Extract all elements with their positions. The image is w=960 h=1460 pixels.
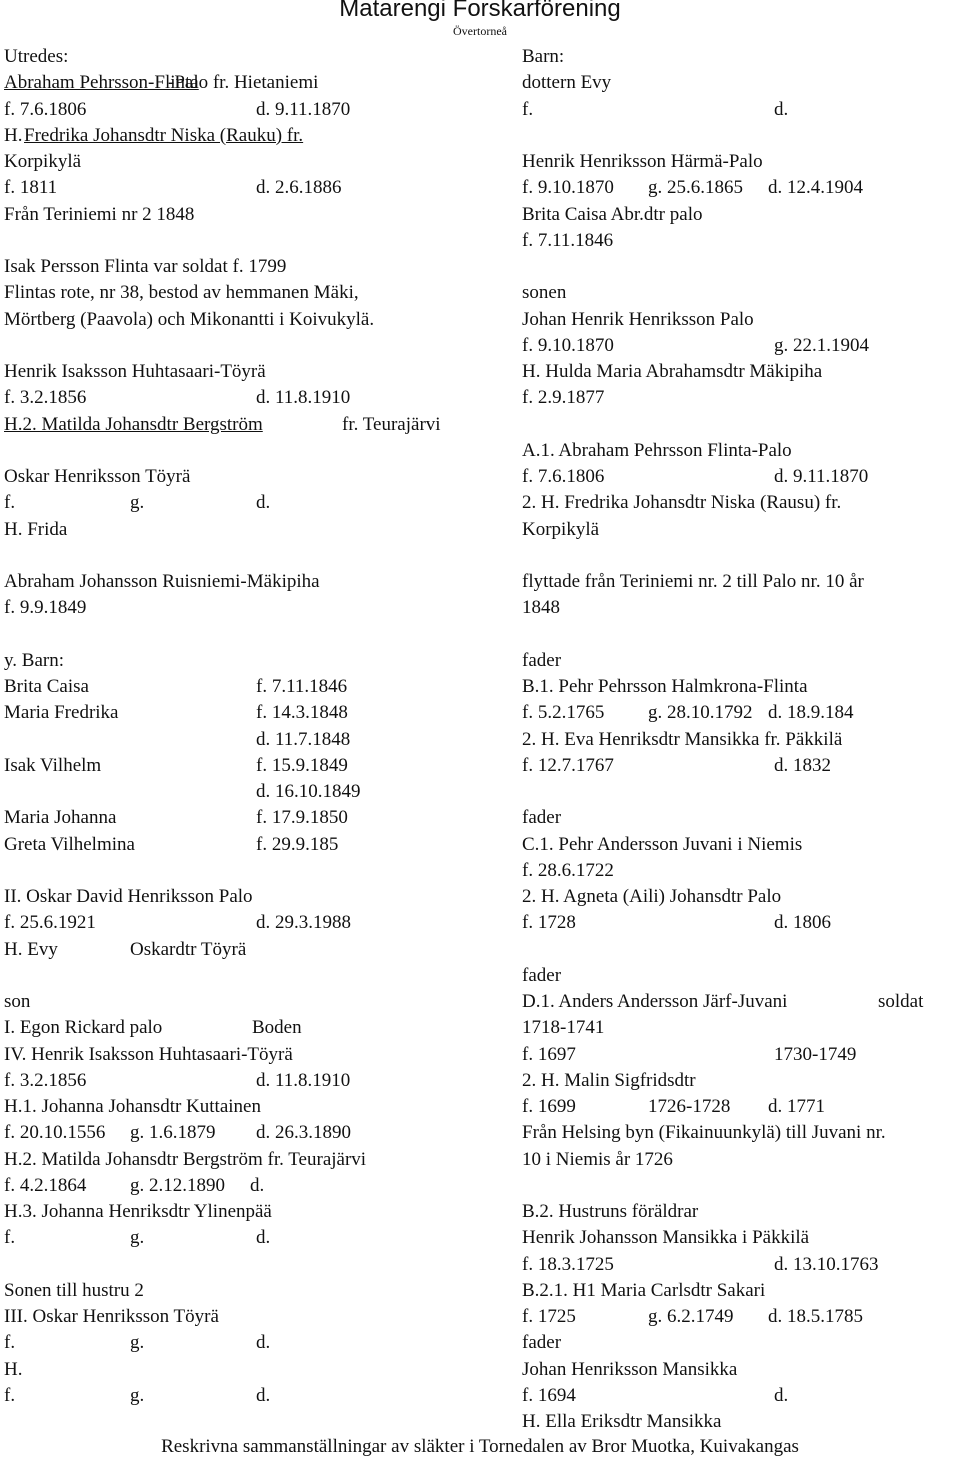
right-line xyxy=(522,44,958,70)
text-segment: d. xyxy=(250,1174,265,1196)
text-segment: fader xyxy=(522,649,562,671)
left-line xyxy=(4,97,504,123)
text-segment: H. Ella Eriksdtr Mansikka xyxy=(522,1411,722,1432)
text-segment: d. 1771 xyxy=(768,1096,825,1117)
text-segment: Barn: xyxy=(522,46,565,67)
text-segment: Från Teriniemi nr 2 1848 xyxy=(4,203,195,225)
text-segment: f. 9.9.1849 xyxy=(4,597,87,619)
left-line xyxy=(4,464,504,490)
text-segment: f. 5.2.1765 xyxy=(522,702,605,724)
text-segment: H.2. Matilda Johansdtr Bergström fr. Teurajärvi xyxy=(4,1148,367,1170)
left-line xyxy=(4,595,504,621)
text-segment: IV. Henrik Isaksson Huhtasaari-Töyrä xyxy=(4,1043,293,1065)
left-line xyxy=(4,517,504,543)
text-segment: C.1. Pehr Andersson Juvani i Niemis xyxy=(522,833,803,855)
text-segment: d. 11.8.1910 xyxy=(256,387,351,409)
right-line xyxy=(522,307,958,333)
text-segment: f. 9.10.1870 xyxy=(522,177,614,199)
text-segment: g. 6.2.1749 xyxy=(648,1306,734,1327)
text-segment: f. xyxy=(4,1384,16,1406)
left-line xyxy=(4,753,504,779)
text-segment: d. 12.4.1904 xyxy=(768,177,863,199)
text-segment: II. Oskar David Henriksson Palo xyxy=(4,886,253,907)
left-line xyxy=(4,1173,504,1199)
text-segment: Maria Johanna xyxy=(4,807,117,829)
left-line xyxy=(4,1199,504,1225)
text-segment: Boden xyxy=(252,1017,302,1039)
text-segment: f. 2.9.1877 xyxy=(522,387,605,409)
right-line xyxy=(522,517,958,543)
right-line xyxy=(522,832,958,858)
right-line xyxy=(522,1068,958,1094)
text-segment: B.1. Pehr Pehrsson Halmkrona-Flinta xyxy=(522,676,808,697)
text-segment: d. 11.7.1848 xyxy=(256,728,351,750)
left-line xyxy=(4,1225,504,1251)
left-line xyxy=(4,490,504,516)
right-line xyxy=(522,280,958,306)
text-segment: f. 15.9.1849 xyxy=(256,754,348,776)
text-segment: f. 1811 xyxy=(4,177,58,199)
text-segment: -Palo fr. Hietaniemi xyxy=(168,72,319,94)
text-segment: g. xyxy=(130,1384,145,1406)
text-segment: III. Oskar Henriksson Töyrä xyxy=(4,1306,219,1327)
text-segment: g. 25.6.1865 xyxy=(648,177,743,199)
right-line xyxy=(522,1042,958,1068)
text-segment: f. 1728 xyxy=(522,912,576,934)
right-line xyxy=(522,569,958,595)
text-segment: Isak Vilhelm xyxy=(4,754,102,776)
left-line xyxy=(4,1383,504,1409)
right-line xyxy=(522,175,958,201)
right-line xyxy=(522,254,958,280)
left-line xyxy=(4,805,504,831)
text-segment: Henrik Johansson Mansikka i Päkkilä xyxy=(522,1227,810,1249)
text-segment: d. 9.11.1870 xyxy=(774,466,869,487)
text-segment: g. 28.10.1792 xyxy=(648,702,753,724)
text-segment: f. 7.6.1806 xyxy=(522,466,605,487)
right-line xyxy=(522,1252,958,1278)
left-line xyxy=(4,1068,504,1094)
left-line xyxy=(4,1252,504,1278)
left-line xyxy=(4,1042,504,1068)
text-segment: Flintas rote, nr 38, bestod av hemmanen Mäki, xyxy=(4,282,359,304)
text-segment: Abraham Johansson Ruisniemi-Mäkipiha xyxy=(4,571,320,592)
text-segment: d. xyxy=(256,1332,271,1354)
text-segment: H. Hulda Maria Abrahamsdtr Mäkipiha xyxy=(522,361,823,382)
right-line xyxy=(522,1409,958,1435)
page-footer: Reskrivna sammanställningar av släkter i Tornedalen av Bror Muotka, Kuivakangas xyxy=(161,1436,799,1457)
left-line xyxy=(4,44,504,70)
text-segment: H. Evy xyxy=(4,938,58,960)
text-segment: f. xyxy=(4,492,16,514)
right-line xyxy=(522,753,958,779)
text-segment: g. xyxy=(130,492,145,514)
text-segment: 1726-1728 xyxy=(648,1096,731,1117)
left-line xyxy=(4,1357,504,1383)
text-segment: f. 3.2.1856 xyxy=(4,387,87,409)
text-segment: 2. H. Fredrika Johansdtr Niska (Rausu) fr. xyxy=(522,492,842,514)
right-line xyxy=(522,385,958,411)
right-line xyxy=(522,1094,958,1120)
text-segment: f. 1725 xyxy=(522,1306,576,1327)
text-segment: f. 14.3.1848 xyxy=(256,702,348,724)
text-segment: f. 17.9.1850 xyxy=(256,807,348,829)
text-segment: H.1. Johanna Johansdtr Kuttainen xyxy=(4,1096,261,1117)
text-segment: f. xyxy=(4,1227,16,1249)
text-segment: f. 4.2.1864 xyxy=(4,1174,87,1196)
left-line xyxy=(4,937,504,963)
text-segment: H. Frida xyxy=(4,518,68,540)
left-line xyxy=(4,884,504,910)
text-segment: g. 2.12.1890 xyxy=(130,1174,225,1196)
text-segment: H. xyxy=(4,124,23,146)
text-segment: Utredes: xyxy=(4,46,69,67)
left-line xyxy=(4,1304,504,1330)
text-segment: Johan Henrik Henriksson Palo xyxy=(522,308,754,330)
right-line xyxy=(522,1383,958,1409)
right-line xyxy=(522,97,958,123)
text-segment: g. xyxy=(130,1227,145,1249)
left-line xyxy=(4,700,504,726)
right-line xyxy=(522,1120,958,1146)
page-title: Matarengi Forskarförening xyxy=(339,0,621,22)
text-segment: d. 16.10.1849 xyxy=(256,781,361,802)
text-segment: f. xyxy=(4,1332,16,1354)
text-segment: 2. H. Agneta (Aili) Johansdtr Palo xyxy=(522,886,782,907)
left-line xyxy=(4,569,504,595)
text-segment: 1718-1741 xyxy=(522,1017,605,1039)
text-segment: d. 29.3.1988 xyxy=(256,912,351,934)
right-line xyxy=(522,963,958,989)
text-segment: f. 25.6.1921 xyxy=(4,912,96,934)
text-segment: d. 18.9.184 xyxy=(768,702,854,724)
right-line xyxy=(522,1147,958,1173)
right-line xyxy=(522,490,958,516)
right-line xyxy=(522,333,958,359)
text-segment: Från Helsing byn (Fikainuunkylä) till Juvani nr. xyxy=(522,1122,886,1144)
text-segment: Henrik Henriksson Härmä-Palo xyxy=(522,151,763,172)
left-line xyxy=(4,1147,504,1173)
right-line xyxy=(522,1304,958,1330)
left-line xyxy=(4,254,504,280)
text-segment: Greta Vilhelmina xyxy=(4,833,135,855)
text-segment: d. xyxy=(774,1384,789,1406)
text-segment: d. 26.3.1890 xyxy=(256,1122,351,1144)
text-segment: f. 18.3.1725 xyxy=(522,1253,614,1275)
text-segment: d. 13.10.1763 xyxy=(774,1253,879,1275)
left-line xyxy=(4,175,504,201)
left-line xyxy=(4,674,504,700)
right-line xyxy=(522,805,958,831)
text-segment: sonen xyxy=(522,282,567,304)
right-line xyxy=(522,228,958,254)
text-segment: fr. Teurajärvi xyxy=(342,413,441,435)
right-line xyxy=(522,989,958,1015)
text-segment: B.2. Hustruns föräldrar xyxy=(522,1201,699,1222)
text-segment: f. 7.11.1846 xyxy=(522,229,614,251)
left-line xyxy=(4,832,504,858)
text-segment: H.2. Matilda Johansdtr Bergström xyxy=(4,413,263,435)
text-segment: 1730-1749 xyxy=(774,1043,857,1065)
text-segment: g. 1.6.1879 xyxy=(130,1122,216,1144)
right-line xyxy=(522,70,958,96)
text-segment: d. 11.8.1910 xyxy=(256,1069,351,1091)
text-segment: d. 1806 xyxy=(774,912,831,934)
text-segment: Maria Fredrika xyxy=(4,702,119,724)
text-segment: Fredrika Johansdtr Niska (Rauku) fr. xyxy=(24,124,304,146)
text-segment: d. 2.6.1886 xyxy=(256,177,342,199)
text-segment: f. 28.6.1722 xyxy=(522,859,614,881)
right-line xyxy=(522,910,958,936)
left-line xyxy=(4,989,504,1015)
text-segment: f. 7.11.1846 xyxy=(256,676,348,697)
text-segment: son xyxy=(4,991,31,1012)
left-line xyxy=(4,1120,504,1146)
text-segment: 2. H. Malin Sigfridsdtr xyxy=(522,1069,696,1091)
right-line xyxy=(522,727,958,753)
text-segment: f. 20.10.1556 xyxy=(4,1122,106,1144)
text-segment: f. 1694 xyxy=(522,1384,576,1406)
text-segment: Oskardtr Töyrä xyxy=(130,938,247,960)
left-line xyxy=(4,438,504,464)
left-line xyxy=(4,228,504,254)
text-segment: H.3. Johanna Henriksdtr Ylinenpää xyxy=(4,1201,272,1222)
text-segment: H. xyxy=(4,1358,23,1380)
text-segment: d. 1832 xyxy=(774,754,831,776)
text-segment: g. 22.1.1904 xyxy=(774,334,869,356)
text-segment: 2. H. Eva Henriksdtr Mansikka fr. Päkkilä xyxy=(522,728,843,750)
right-column xyxy=(522,44,958,1435)
right-line xyxy=(522,1330,958,1356)
right-line xyxy=(522,858,958,884)
right-line xyxy=(522,1357,958,1383)
text-segment: Abraham Pehrsson-Flinta xyxy=(4,72,199,94)
left-line xyxy=(4,910,504,936)
text-segment: fader xyxy=(522,1332,562,1354)
text-segment: Mörtberg (Paavola) och Mikonantti i Koivukylä. xyxy=(4,308,375,330)
text-segment: f. 29.9.185 xyxy=(256,833,339,855)
left-line xyxy=(4,333,504,359)
text-segment: d. xyxy=(774,98,789,120)
left-line xyxy=(4,858,504,884)
right-line xyxy=(522,202,958,228)
left-line xyxy=(4,385,504,411)
text-segment: Brita Caisa Abr.dtr palo xyxy=(522,203,703,225)
right-line xyxy=(522,884,958,910)
text-segment: Korpikylä xyxy=(4,151,82,172)
left-line xyxy=(4,648,504,674)
text-segment: Brita Caisa xyxy=(4,676,89,697)
text-segment: d. xyxy=(256,492,271,514)
right-line xyxy=(522,648,958,674)
text-segment: fader xyxy=(522,807,562,829)
right-line xyxy=(522,595,958,621)
text-segment: d. xyxy=(256,1227,271,1249)
left-line xyxy=(4,70,504,96)
left-column xyxy=(4,44,504,1409)
text-segment: f. 12.7.1767 xyxy=(522,754,614,776)
text-segment: f. 1697 xyxy=(522,1043,576,1065)
text-segment: f. 3.2.1856 xyxy=(4,1069,87,1091)
left-line xyxy=(4,359,504,385)
left-line xyxy=(4,149,504,175)
text-segment: Korpikylä xyxy=(522,518,600,540)
right-line xyxy=(522,674,958,700)
left-line xyxy=(4,727,504,753)
text-segment: flyttade från Teriniemi nr. 2 till Palo nr. 10 år xyxy=(522,571,864,592)
text-segment: Henrik Isaksson Huhtasaari-Töyrä xyxy=(4,361,266,382)
text-segment: dottern Evy xyxy=(522,72,612,94)
left-line xyxy=(4,1015,504,1041)
text-segment: Johan Henriksson Mansikka xyxy=(522,1358,738,1380)
right-line xyxy=(522,779,958,805)
left-line xyxy=(4,963,504,989)
text-segment: fader xyxy=(522,964,562,986)
left-line xyxy=(4,779,504,805)
text-segment: g. xyxy=(130,1332,145,1354)
text-segment: y. Barn: xyxy=(4,649,64,671)
right-line xyxy=(522,1015,958,1041)
text-segment: 10 i Niemis år 1726 xyxy=(522,1148,673,1170)
text-segment: 1848 xyxy=(522,597,560,619)
right-line xyxy=(522,1278,958,1304)
text-segment: I. Egon Rickard palo xyxy=(4,1017,163,1039)
right-line xyxy=(522,700,958,726)
right-line xyxy=(522,412,958,438)
text-segment: D.1. Anders Andersson Järf-Juvani xyxy=(522,991,788,1012)
right-line xyxy=(522,1225,958,1251)
text-segment: f. xyxy=(522,98,534,120)
right-line xyxy=(522,359,958,385)
right-line xyxy=(522,1173,958,1199)
left-line xyxy=(4,412,504,438)
left-line xyxy=(4,307,504,333)
text-segment: A.1. Abraham Pehrsson Flinta-Palo xyxy=(522,439,792,461)
left-line xyxy=(4,280,504,306)
text-segment: d. 18.5.1785 xyxy=(768,1306,863,1327)
right-line xyxy=(522,1199,958,1225)
right-line xyxy=(522,464,958,490)
page-subtitle: Övertorneå xyxy=(453,24,507,38)
text-segment: d. xyxy=(256,1384,271,1406)
right-line xyxy=(522,622,958,648)
text-segment: f. 7.6.1806 xyxy=(4,98,87,120)
left-line xyxy=(4,1278,504,1304)
right-line xyxy=(522,123,958,149)
right-line xyxy=(522,438,958,464)
text-segment: Oskar Henriksson Töyrä xyxy=(4,466,191,487)
right-line xyxy=(522,937,958,963)
text-segment: f. 9.10.1870 xyxy=(522,334,614,356)
right-line xyxy=(522,543,958,569)
left-line xyxy=(4,1094,504,1120)
left-line xyxy=(4,123,504,149)
left-line xyxy=(4,1330,504,1356)
text-segment: soldat xyxy=(878,991,924,1012)
left-line xyxy=(4,202,504,228)
text-segment: B.2.1. H1 Maria Carlsdtr Sakari xyxy=(522,1279,766,1301)
right-line xyxy=(522,149,958,175)
left-line xyxy=(4,622,504,648)
text-segment: f. 1699 xyxy=(522,1096,576,1117)
text-segment: Sonen till hustru 2 xyxy=(4,1279,144,1301)
left-line xyxy=(4,543,504,569)
text-segment: Isak Persson Flinta var soldat f. 1799 xyxy=(4,256,287,277)
text-segment: d. 9.11.1870 xyxy=(256,98,351,120)
